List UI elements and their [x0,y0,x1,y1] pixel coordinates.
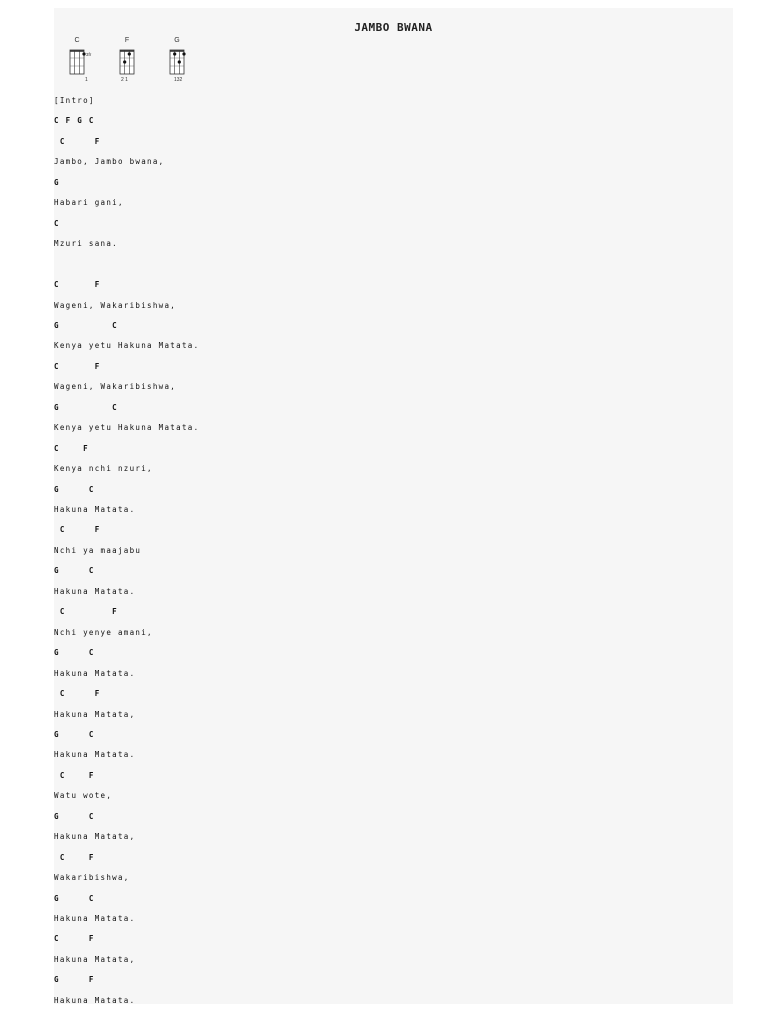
fret-label: 3fr [86,52,92,57]
lyric-line: Nchi ya maajabu [54,545,142,555]
lyric-line: Kenya yetu Hakuna Matata. [54,423,200,433]
chord-line: C F [54,770,95,780]
finger-numbers: 132 [174,77,183,83]
chord-line: C F [54,852,95,862]
song-title: JAMBO BWANA [354,21,433,34]
lyric-line: Hakuna Matata. [54,505,136,514]
chord-diagrams [62,34,262,90]
chord-line: G C [54,893,95,903]
chord-line: G C [54,402,118,412]
chord-line: G C [54,566,95,576]
chord-line: G C [54,811,95,821]
chord-line: C F [54,280,101,290]
chord-line: C F [54,525,101,535]
chord-sheet [54,8,733,1004]
lyric-line: Watu wote, [54,791,113,801]
chord-line: C F [54,934,95,944]
chord-line: G C [54,648,95,658]
lyric-line: Nchi yenye amani, [54,627,153,637]
chord-line: G F [54,975,95,985]
chord-line: C F [54,607,118,617]
lyric-line: Kenya yetu Hakuna Matata. [54,341,200,351]
chord-line: G C [54,320,118,330]
chord-line: C F [54,443,89,453]
chord-line: G C [54,484,95,494]
chord-line: C F [54,361,101,371]
lyric-line: Kenya nchi nzuri, [54,464,153,474]
chord-line: C [54,218,60,228]
chord-name: G [174,37,180,44]
lyric-line: Wageni, Wakaribishwa, [54,382,177,392]
lyric-line: Wakaribishwa, [54,873,130,883]
chord-line: G [54,177,60,187]
lyric-line: Hakuna Matata. [54,668,136,678]
chord-line: C F [54,689,101,699]
lyric-line: Wageni, Wakaribishwa, [54,300,177,310]
finger-numbers: 2 1 [121,77,128,83]
finger-numbers: 1 [85,77,88,83]
chord-line: G C [54,729,95,739]
lyric-line: Hakuna Matata. [54,995,136,1005]
chord-line: C F [54,136,101,146]
chord-diagram-c [62,34,106,90]
lyric-line: Habari gani, [54,198,124,208]
lyric-line: Jambo, Jambo bwana, [54,157,165,167]
lyric-line: Hakuna Matata, [54,832,136,842]
lyric-line: Hakuna Matata. [54,914,136,923]
chord-line: C F G C [54,116,95,126]
lyric-line: Hakuna Matata. [54,586,136,596]
lyric-line: Hakuna Matata, [54,709,136,719]
lyric-line: Hakuna Matata, [54,954,136,964]
chord-diagram-f [112,34,156,90]
lyric-line: Mzuri sana. [54,239,118,249]
chord-diagram-g [162,34,206,90]
chord-name: C [74,37,80,44]
lyric-line: [Intro] [54,96,95,105]
chord-name: F [124,37,130,44]
lyric-line: Hakuna Matata. [54,750,136,760]
